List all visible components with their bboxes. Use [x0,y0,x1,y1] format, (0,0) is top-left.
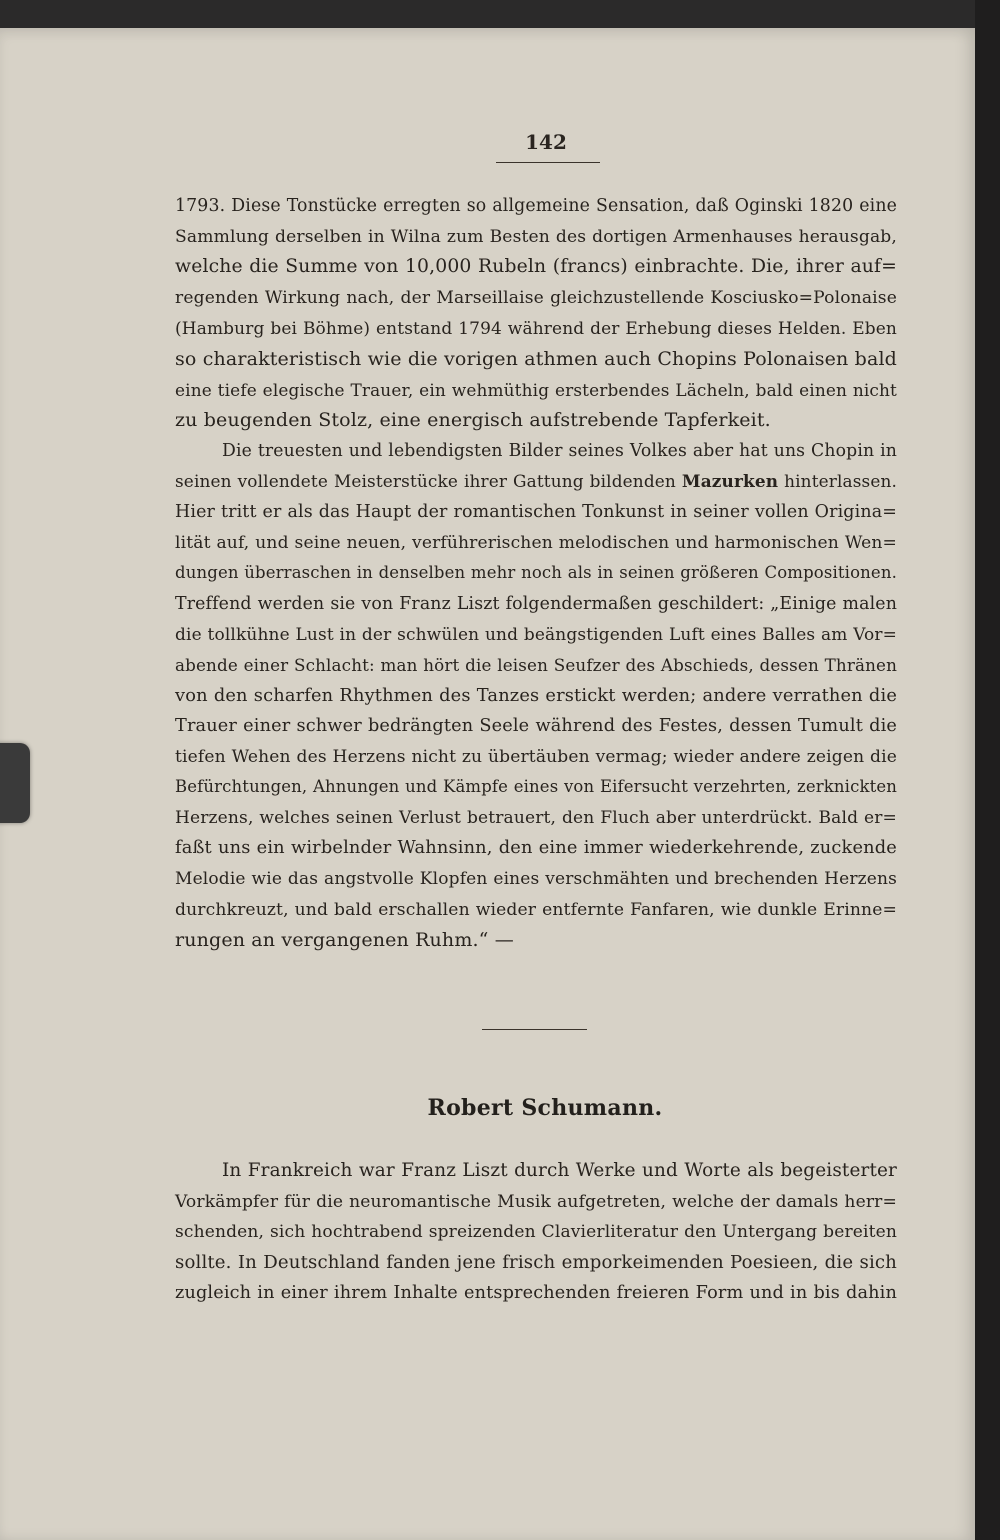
text-line: so charakteristisch wie die vorigen athmen auch Chopins Polonaisen bald [175,347,897,370]
text-line: Befürchtungen, Ahnungen und Kämpfe eines von Eifersucht verzehrten, zerknickten [175,777,897,797]
text-line: die tollkühne Lust in der schwülen und beängstigenden Luft eines Balles am Vor= [175,624,897,645]
text-line: regenden Wirkung nach, der Marseillaise gleichzustellende Kosciusko=Polonaise [175,287,897,308]
text-line: Sammlung derselben in Wilna zum Besten des dortigen Armenhauses herausgab, [175,226,897,247]
binding-clip [0,743,30,823]
text-line: Herzens, welches seinen Verlust betrauert, den Fluch aber unterdrückt. Bald er= [175,807,897,828]
text-line: welche die Summe von 10,000 Rubeln (francs) einbrachte. Die, ihrer auf= [175,256,897,278]
text-line-with-emphasis [175,466,897,497]
text-line: lität auf, und seine neuen, verführerischen melodischen und harmonischen Wen= [175,532,897,553]
text-span: seinen vollendete Meisterstücke ihrer Gattung bildenden [175,471,676,492]
text-span: hinterlassen. [784,471,898,492]
text-line: schenden, sich hochtrabend spreizenden Clavierliteratur den Untergang bereiten [175,1222,897,1243]
page-number: 142 [525,130,567,154]
text-line: Treffend werden sie von Franz Liszt folgendermaßen geschildert: „Einige malen [175,593,897,614]
text-line: (Hamburg bei Böhme) entstand 1794 während der Erhebung dieses Helden. Eben [175,318,897,339]
section-heading: Robert Schumann. [427,1095,663,1121]
text-line: dungen überraschen in denselben mehr noch als in seinen größeren Compositionen. [175,563,897,583]
page-number-rule [496,162,600,163]
text-line: eine tiefe elegische Trauer, ein wehmüthig ersterbendes Lächeln, bald einen nicht [175,379,897,400]
emphasis-mazurken: Mazurken [681,471,779,492]
text-line: Die treuesten und lebendigsten Bilder seines Volkes aber hat uns Chopin in [222,440,897,461]
section-divider [482,1029,587,1030]
text-line: von den scharfen Rhythmen des Tanzes erstickt werden; andere verrathen die [175,684,897,706]
text-line: tiefen Wehen des Herzens nicht zu übertäuben vermag; wieder andere zeigen die [175,746,897,767]
scan-edge [975,0,1000,1540]
text-line: 1793. Diese Tonstücke erregten so allgemeine Sensation, daß Oginski 1820 eine [175,196,897,216]
main-text [175,191,897,956]
text-line: zu beugenden Stolz, eine energisch aufstrebende Tapferkeit. [175,409,771,432]
text-line: faßt uns ein wirbelnder Wahnsinn, den eine immer wiederkehrende, zuckende [175,837,897,859]
text-line: Vorkämpfer für die neuromantische Musik aufgetreten, welche der damals herr= [175,1191,897,1212]
text-line: abende einer Schlacht: man hört die leisen Seufzer des Abschieds, dessen Thränen [175,654,897,675]
text-line: Hier tritt er als das Haupt der romantischen Tonkunst in seiner vollen Origina= [175,501,897,522]
text-line: Trauer einer schwer bedrängten Seele während des Festes, dessen Tumult die [175,716,897,737]
text-line: durchkreuzt, und bald erschallen wieder entfernte Fanfaren, wie dunkle Erinne= [175,899,897,920]
text-line: rungen an vergangenen Ruhm.“ — [175,929,514,952]
text-line: zugleich in einer ihrem Inhalte entsprechenden freieren Form und in bis dahin [175,1283,897,1304]
text-line: sollte. In Deutschland fanden jene frisch emporkeimenden Poesieen, die sich [175,1251,897,1273]
text-line: Melodie wie das angstvolle Klopfen eines verschmähten und brechenden Herzens [175,869,897,890]
section-text [175,1156,897,1309]
text-line: In Frankreich war Franz Liszt durch Werke und Worte als begeisterter [222,1160,897,1181]
